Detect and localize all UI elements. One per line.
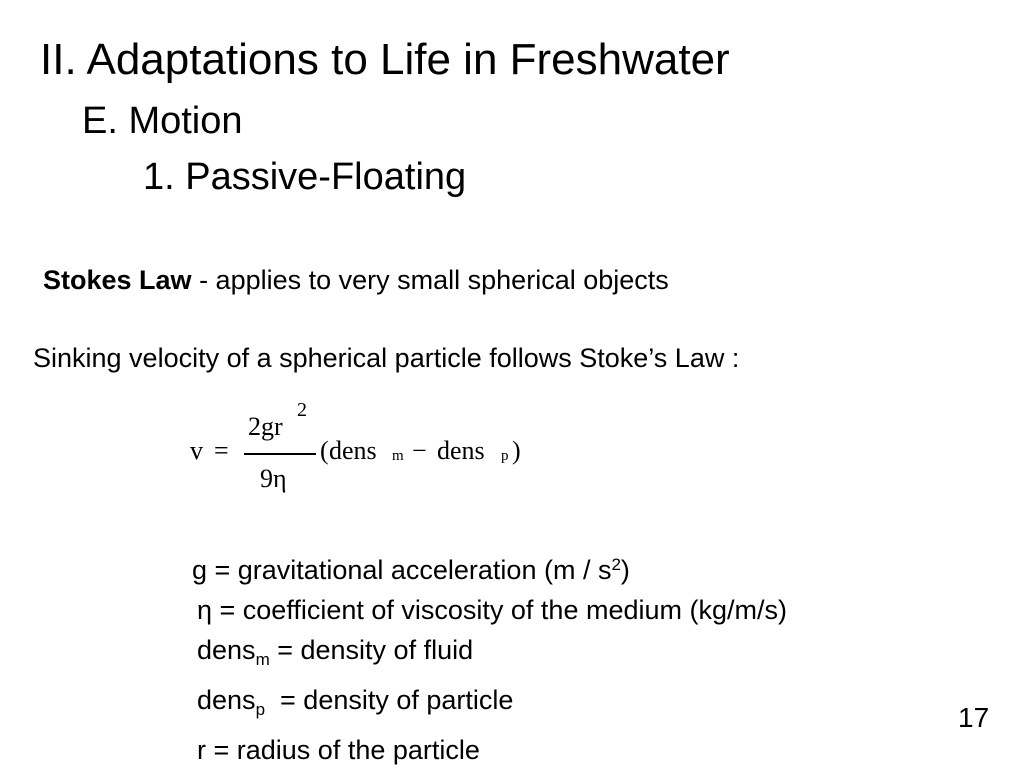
definition-dens-m-text: = density of fluid — [269, 635, 474, 665]
definition-dens-p-text: = density of particle — [265, 685, 514, 715]
subsection-heading: 1. Passive-Floating — [143, 156, 467, 198]
formula-open-paren: ( — [320, 436, 329, 465]
definition-dens-p-term: dens — [197, 685, 256, 715]
stokes-law-formula — [190, 392, 550, 502]
page-number: 17 — [958, 702, 990, 733]
formula-dens-p: dens — [437, 436, 485, 465]
definition-eta: η = coefficient of viscosity of the medium (kg/m/s) — [197, 595, 787, 625]
section-heading: E. Motion — [82, 100, 243, 142]
definitions-list — [192, 545, 787, 770]
fraction-bar — [244, 453, 316, 455]
definition-g — [192, 545, 787, 590]
formula-denominator: 9η — [260, 464, 287, 493]
formula-equals: = — [214, 436, 229, 465]
definition-g-superscript: 2 — [611, 555, 621, 574]
definition-dens-p-subscript: p — [255, 700, 266, 719]
stokes-law-term: Stokes Law — [43, 265, 192, 295]
formula-exponent: 2 — [297, 399, 307, 421]
formula-numerator: 2gr — [248, 412, 283, 441]
stokes-law-description: - applies to very small spherical objects — [191, 265, 669, 295]
formula-subscript-m: m — [392, 448, 404, 464]
definition-dens-p — [192, 680, 787, 730]
definition-g-text: g = gravitational acceleration (m / s — [192, 555, 612, 585]
formula-dens-m: dens — [329, 436, 377, 465]
formula-subscript-p: p — [501, 448, 509, 464]
formula-velocity: v — [190, 436, 203, 465]
formula-close-paren: ) — [512, 436, 521, 465]
formula-minus: − — [412, 436, 427, 465]
definition-dens-m-subscript: m — [255, 650, 270, 669]
slide-title: II. Adaptations to Life in Freshwater — [40, 35, 730, 84]
sinking-velocity-text: Sinking velocity of a spherical particle follows Stoke’s Law : — [33, 343, 740, 373]
definition-g-close: ) — [620, 555, 630, 585]
stokes-law-line — [43, 262, 669, 298]
definition-r: r = radius of the particle — [197, 735, 480, 765]
definition-dens-m-term: dens — [197, 635, 256, 665]
definition-dens-m — [192, 630, 787, 680]
